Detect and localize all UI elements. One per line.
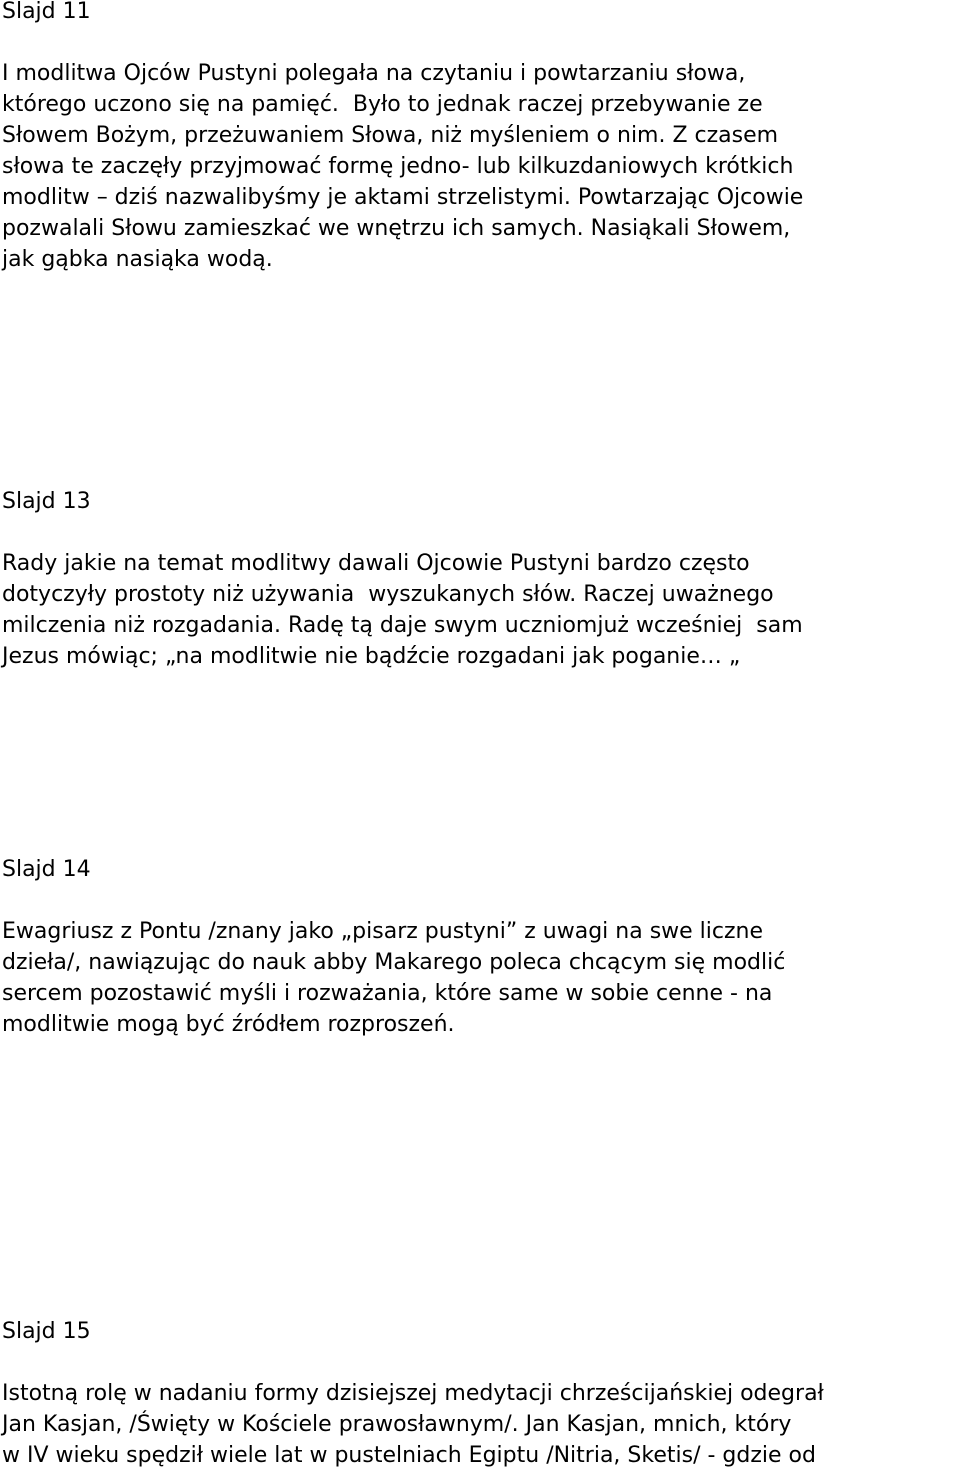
paragraph-line: Ewagriusz z Pontu /znany jako „pisarz pustyni” z uwagi na swe liczne [2,919,764,944]
section-heading: Slajd 14 [2,857,91,882]
paragraph-line: Istotną rolę w nadaniu formy dzisiejszej medytacji chrześcijańskiej odegrał [2,1381,824,1406]
section-paragraph [2,548,960,672]
paragraph-line: modlitw – dziś nazwalibyśmy je aktami strzelistymi. Powtarzając Ojcowie [2,185,804,210]
paragraph-line: dzieła/, nawiązując do nauk abby Makarego poleca chcącym się modlić [2,950,786,975]
paragraph-line: pozwalali Słowu zamieszkać we wnętrzu ich samych. Nasiąkali Słowem, [2,216,791,241]
paragraph-line: którego uczono się na pamięć. Było to jednak raczej przebywanie ze [2,92,763,117]
paragraph-line: milczenia niż rozgadania. Radę tą daje swym uczniomjuż wcześniej sam [2,613,803,638]
paragraph-line: dotyczyły prostoty niż używania wyszukanych słów. Raczej uważnego [2,582,774,607]
section-slajd-11 [2,0,960,275]
paragraph-line: Słowem Bożym, przeżuwaniem Słowa, niż myśleniem o nim. Z czasem [2,123,779,148]
section-paragraph [2,916,960,1040]
section-slajd-14 [2,854,960,1040]
section-paragraph [2,1378,960,1471]
section-heading: Slajd 11 [2,0,91,24]
paragraph-line: Jan Kasjan, /Święty w Kościele prawosławnym/. Jan Kasjan, mnich, który [2,1412,792,1437]
section-paragraph [2,58,960,275]
paragraph-line: sercem pozostawić myśli i rozważania, które same w sobie cenne - na [2,981,773,1006]
paragraph-line: słowa te zaczęły przyjmować formę jedno- lub kilkuzdaniowych krótkich [2,154,794,179]
paragraph-line: Rady jakie na temat modlitwy dawali Ojcowie Pustyni bardzo często [2,551,750,576]
paragraph-line: modlitwie mogą być źródłem rozproszeń. [2,1012,455,1037]
section-slajd-15 [2,1316,960,1471]
section-slajd-13 [2,486,960,672]
paragraph-line: jak gąbka nasiąka wodą. [2,247,273,272]
paragraph-line: w IV wieku spędził wiele lat w pustelniach Egiptu /Nitria, Sketis/ - gdzie od [2,1443,816,1468]
paragraph-line: Jezus mówiąc; „na modlitwie nie bądźcie rozgadani jak poganie… „ [2,644,741,669]
section-heading: Slajd 13 [2,489,91,514]
section-heading: Slajd 15 [2,1319,91,1344]
paragraph-line: I modlitwa Ojców Pustyni polegała na czytaniu i powtarzaniu słowa, [2,61,746,86]
